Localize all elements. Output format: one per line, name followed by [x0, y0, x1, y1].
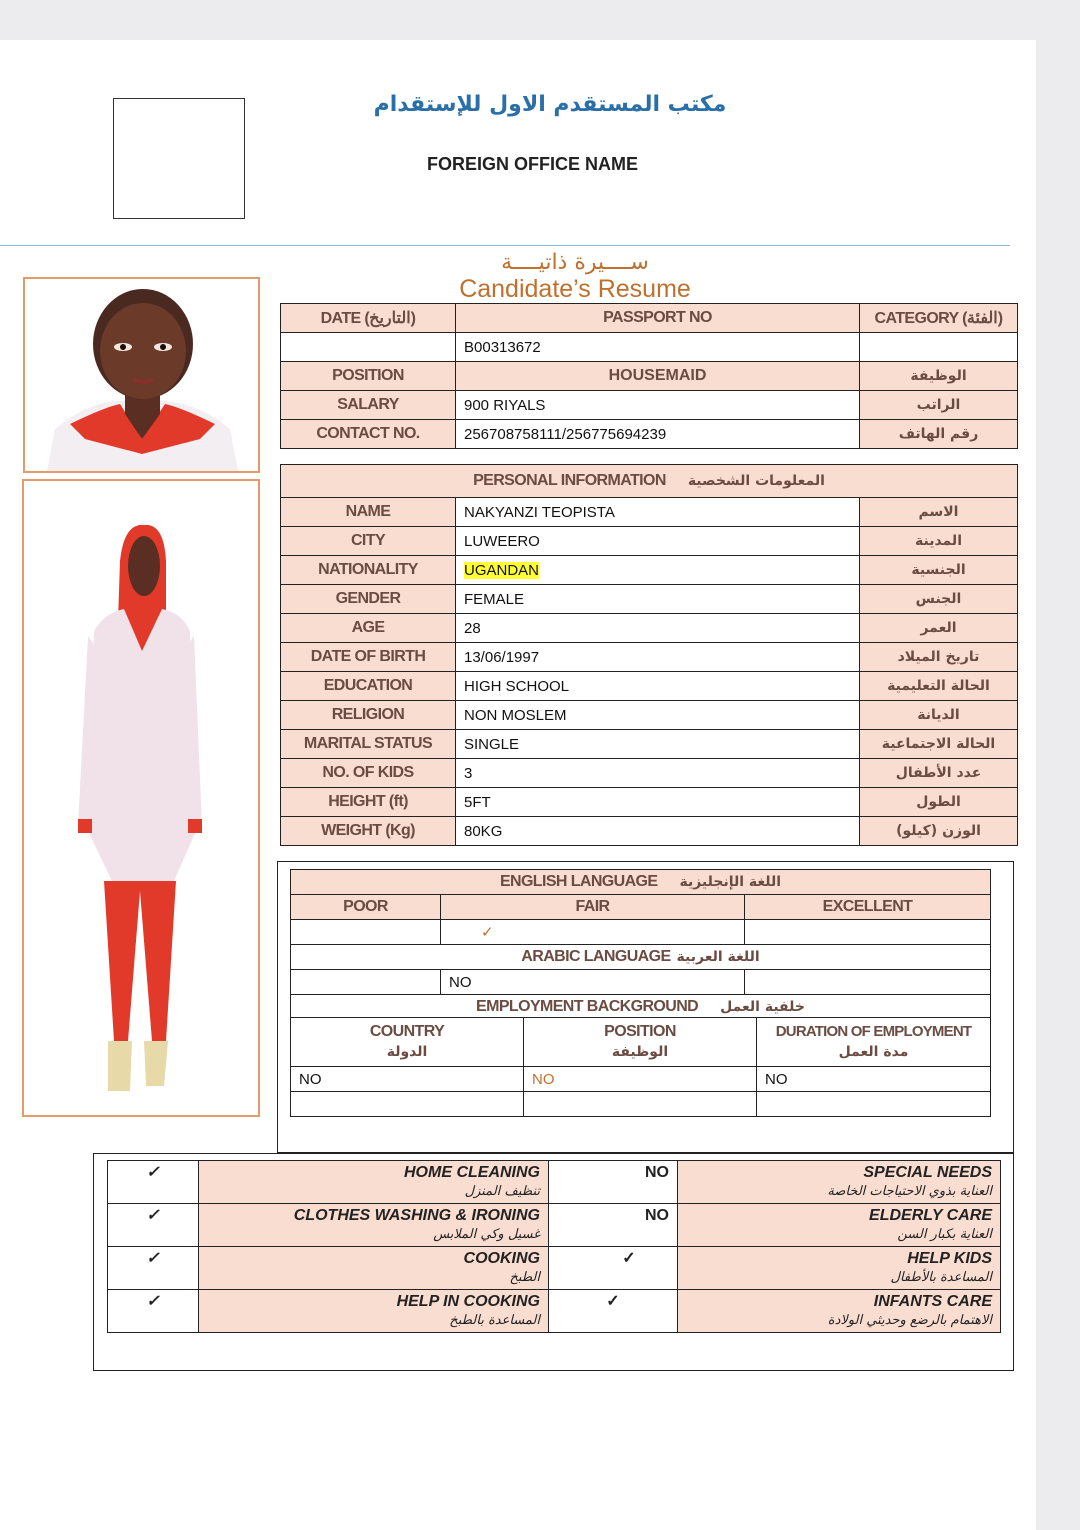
arabic-heading	[291, 945, 991, 970]
employment-empty-cell	[291, 1092, 524, 1117]
nationality-label-ar: الجنسية	[860, 556, 1018, 585]
date-header: DATE (التاريخ)	[281, 304, 456, 333]
skill-mid: NO	[549, 1204, 678, 1247]
salary-label-ar: الراتب	[860, 391, 1018, 420]
country-column	[291, 1018, 524, 1067]
skill-mid: ✓	[549, 1290, 678, 1333]
kids-label-ar: عدد الأطفال	[860, 759, 1018, 788]
duration-column	[757, 1018, 991, 1067]
salary-value: 900 RIYALS	[456, 391, 860, 420]
skill-mid: NO	[549, 1161, 678, 1204]
skill-label: INFANTS CARE	[873, 1293, 992, 1310]
passport-value: B00313672	[456, 333, 860, 362]
name-label: NAME	[281, 498, 456, 527]
poor-cell	[291, 920, 441, 945]
duration-column-ar: مدة العمل	[838, 1044, 909, 1060]
skill-label: CLOTHES WASHING & IRONING	[293, 1207, 540, 1224]
skill-label-ar: غسيل وكي الملابس	[433, 1227, 540, 1242]
skill-row	[108, 1290, 1001, 1333]
category-value	[860, 333, 1018, 362]
weight-label: WEIGHT (Kg)	[281, 817, 456, 846]
country-column-ar: الدولة	[386, 1044, 428, 1060]
skill-mark: ✓	[108, 1161, 199, 1204]
position-column	[524, 1018, 757, 1067]
marital-value: SINGLE	[456, 730, 860, 759]
gender-label: GENDER	[281, 585, 456, 614]
education-value: HIGH SCHOOL	[456, 672, 860, 701]
skill-mark: ✓	[108, 1247, 199, 1290]
kids-value: 3	[456, 759, 860, 788]
skill-label-cell	[199, 1247, 549, 1290]
name-value: NAKYANZI TEOPISTA	[456, 498, 860, 527]
contact-label: CONTACT NO.	[281, 420, 456, 449]
personal-info-heading	[281, 465, 1018, 498]
employment-heading-en: EMPLOYMENT BACKGROUND	[476, 998, 699, 1015]
personal-info-table	[280, 464, 1018, 846]
position-column-en: POSITION	[604, 1023, 676, 1040]
age-label-ar: العمر	[860, 614, 1018, 643]
employment-heading-ar: خلفية العمل	[720, 999, 805, 1015]
personal-heading-en: PERSONAL INFORMATION	[473, 472, 666, 489]
full-body-photo	[22, 479, 260, 1117]
employment-table	[290, 1017, 991, 1117]
skill-label-ar: الاهتمام بالرضع وحديثي الولادة	[827, 1313, 992, 1328]
skill-row	[108, 1204, 1001, 1247]
kids-label: NO. OF KIDS	[281, 759, 456, 788]
height-value: 5FT	[456, 788, 860, 817]
nationality-cell	[456, 556, 860, 585]
skills-table	[107, 1160, 1001, 1333]
date-value	[281, 333, 456, 362]
skill-row	[108, 1161, 1001, 1204]
skill-label-ar: المساعدة بالأطفال	[890, 1270, 992, 1285]
age-label: AGE	[281, 614, 456, 643]
age-value: 28	[456, 614, 860, 643]
duration-column-en: DURATION OF EMPLOYMENT	[775, 1023, 972, 1040]
contact-value: 256708758111/256775694239	[456, 420, 860, 449]
skill-label-cell	[199, 1161, 549, 1204]
weight-label-ar: الوزن (كيلو)	[860, 817, 1018, 846]
weight-value: 80KG	[456, 817, 860, 846]
skill-row	[108, 1247, 1001, 1290]
religion-value: NON MOSLEM	[456, 701, 860, 730]
salary-label: SALARY	[281, 391, 456, 420]
country-column-en: COUNTRY	[369, 1023, 445, 1040]
skill-mid: ✓	[549, 1247, 678, 1290]
level-fair: FAIR	[441, 895, 745, 920]
skill-mark: ✓	[108, 1290, 199, 1333]
position-label: POSITION	[281, 362, 456, 391]
passport-header: PASSPORT NO	[456, 304, 860, 333]
skill-label: HOME CLEANING	[404, 1164, 540, 1181]
religion-label: RELIGION	[281, 701, 456, 730]
arabic-heading-ar: اللغة العربية	[676, 949, 760, 965]
skill-label: ELDERLY CARE	[869, 1207, 992, 1224]
gender-label-ar: الجنس	[860, 585, 1018, 614]
skill-label: COOKING	[463, 1250, 540, 1267]
top-info-table	[280, 303, 1018, 449]
gender-value: FEMALE	[456, 585, 860, 614]
arabic-heading-en: ARABIC LANGUAGE	[521, 948, 671, 965]
marital-label-ar: الحالة الاجتماعية	[860, 730, 1018, 759]
skill-label-ar: العناية بكبار السن	[897, 1227, 992, 1242]
education-label-ar: الحالة التعليمية	[860, 672, 1018, 701]
personal-heading-ar: المعلومات الشخصية	[687, 473, 825, 489]
contact-label-ar: رقم الهاتف	[860, 420, 1018, 449]
skill-label-ar: الطبخ	[509, 1270, 540, 1285]
employment-country-value: NO	[291, 1067, 524, 1092]
height-label: HEIGHT (ft)	[281, 788, 456, 817]
skill-mark: ✓	[108, 1204, 199, 1247]
position-column-ar: الوظيفة	[611, 1044, 669, 1060]
employment-position-value: NO	[524, 1067, 757, 1092]
education-label: EDUCATION	[281, 672, 456, 701]
english-heading	[291, 870, 991, 895]
resume-title: Candidate’s Resume	[459, 275, 691, 303]
position-value: HOUSEMAID	[456, 362, 860, 391]
arabic-empty-cell	[291, 970, 441, 995]
arabic-empty-cell-2	[745, 970, 991, 995]
nationality-value: UGANDAN	[464, 561, 540, 579]
name-label-ar: الاسم	[860, 498, 1018, 527]
level-poor: POOR	[291, 895, 441, 920]
city-value: LUWEERO	[456, 527, 860, 556]
height-label-ar: الطول	[860, 788, 1018, 817]
skill-label-cell	[199, 1290, 549, 1333]
resume-title-arabic: ســــيرة ذاتيــــة	[501, 250, 649, 275]
logo-placeholder	[113, 98, 245, 219]
document-page	[0, 40, 1036, 1530]
religion-label-ar: الديانة	[860, 701, 1018, 730]
english-heading-en: ENGLISH LANGUAGE	[499, 873, 658, 890]
skill-label-cell	[678, 1204, 1001, 1247]
arabic-value: NO	[441, 970, 745, 995]
skill-label-cell	[678, 1247, 1001, 1290]
marital-label: MARITAL STATUS	[281, 730, 456, 759]
portrait-photo	[23, 277, 260, 473]
employment-heading	[291, 995, 991, 1020]
category-header: CATEGORY (الفئة)	[860, 304, 1018, 333]
skill-label-cell	[678, 1161, 1001, 1204]
dob-value: 13/06/1997	[456, 643, 860, 672]
office-name-arabic: مكتب المستقدم الاول للإستقدام	[373, 92, 727, 117]
employment-duration-value: NO	[757, 1067, 991, 1092]
skill-label-ar: تنظيف المنزل	[464, 1184, 540, 1199]
skill-label: HELP KIDS	[907, 1250, 992, 1267]
employment-empty-cell	[524, 1092, 757, 1117]
level-excellent: EXCELLENT	[745, 895, 991, 920]
skill-label-ar: العناية بذوي الاحتياجات الخاصة	[827, 1184, 992, 1199]
excellent-cell	[745, 920, 991, 945]
header-divider	[0, 245, 1010, 246]
language-table	[290, 869, 991, 1020]
skill-label-ar: المساعدة بالطبخ	[449, 1313, 540, 1328]
skill-label-cell	[199, 1204, 549, 1247]
english-heading-ar: اللغة الإنجليزية	[679, 874, 782, 890]
dob-label-ar: تاريخ الميلاد	[860, 643, 1018, 672]
skill-label-cell	[678, 1290, 1001, 1333]
dob-label: DATE OF BIRTH	[281, 643, 456, 672]
city-label: CITY	[281, 527, 456, 556]
english-fair-check: ✓	[441, 920, 745, 945]
skill-label: SPECIAL NEEDS	[863, 1164, 992, 1181]
city-label-ar: المدينة	[860, 527, 1018, 556]
skill-label: HELP IN COOKING	[396, 1293, 540, 1310]
position-label-ar: الوظيفة	[860, 362, 1018, 391]
nationality-label: NATIONALITY	[281, 556, 456, 585]
foreign-office-name: FOREIGN OFFICE NAME	[427, 154, 638, 174]
employment-empty-cell	[757, 1092, 991, 1117]
